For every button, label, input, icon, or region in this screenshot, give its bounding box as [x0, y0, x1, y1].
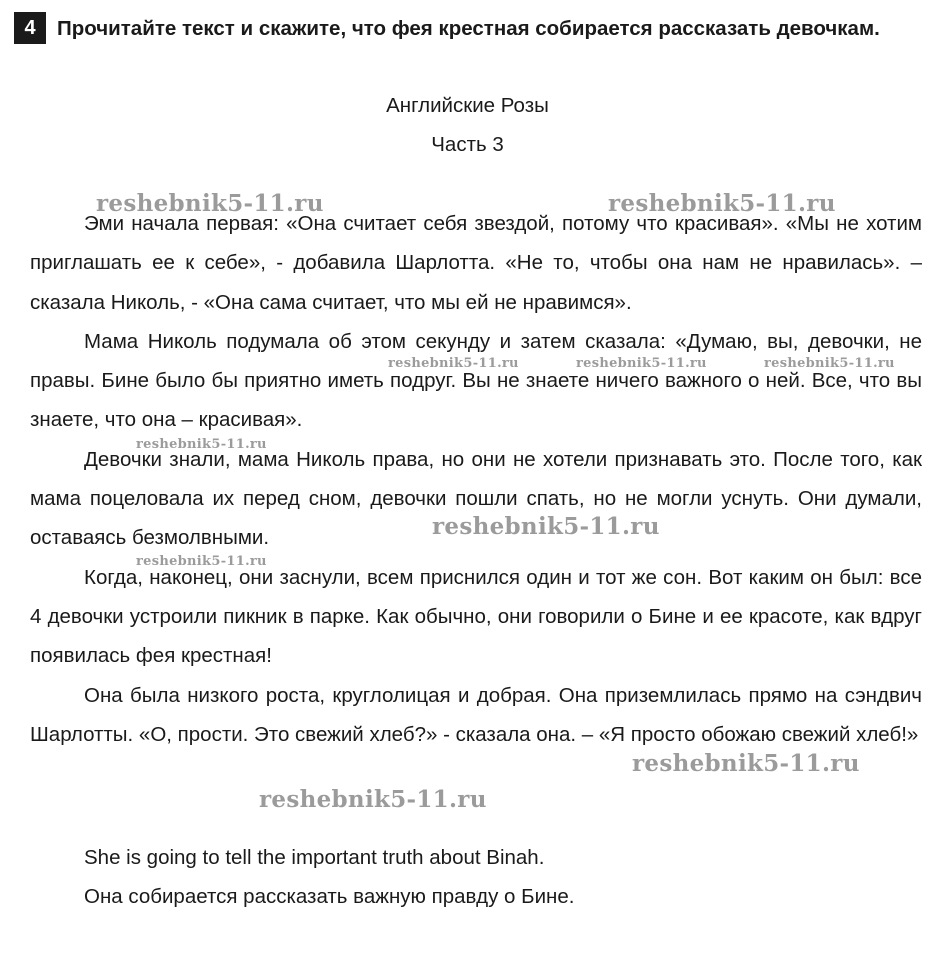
watermark: reshebnik5-11.ru — [96, 190, 324, 217]
watermark: reshebnik5-11.ru — [259, 786, 487, 813]
story-text — [30, 204, 922, 754]
story-paragraph: Когда, наконец, они заснули, всем приснился один и тот же сон. Вот каким он был: все 4 девочки устроили пикник в парке. Как обычно, они говорили о Бине и ее красоте, как вдруг появилась фея крестная! — [30, 565, 922, 668]
story-part: Часть 3 — [431, 133, 504, 156]
watermark: reshebnik5-11.ru — [576, 356, 707, 371]
answer-english: She is going to tell the important truth about Binah. — [84, 846, 545, 869]
story-paragraph: Девочки знали, мама Николь права, но они не хотели признавать это. После того, как мама поцеловала их перед сном, девочки пошли спать, но не могли уснуть. Они думали, оставаясь безмолвными. — [30, 447, 922, 550]
story-paragraph: Эми начала первая: «Она считает себя звездой, потому что красивая». «Мы не хотим приглашать ее к себе», - добавила Шарлотта. «Не то, чтобы она нам не нравилась». – сказала Николь, - «Она сама считает, что мы ей не нравимся». — [30, 212, 922, 314]
watermark: reshebnik5-11.ru — [432, 513, 660, 540]
story-title: Английские Розы — [386, 94, 549, 117]
watermark: reshebnik5-11.ru — [136, 437, 267, 452]
task-instruction: Прочитайте текст и скажите, что фея крестная собирается рассказать девочкам. — [57, 17, 880, 40]
story-paragraph: Мама Николь подумала об этом секунду и затем сказала: «Думаю, вы, девочки, не правы. Бине было бы приятно иметь подруг. Вы не знаете ничего важного о ней. Все, что вы знаете, что она – красивая». — [30, 329, 922, 432]
story-paragraph: Она была низкого роста, круглолицая и добрая. Она приземлилась прямо на сэндвич Шарлотты. «О, прости. Это свежий хлеб?» - сказала она. – «Я просто обожаю свежий хлеб!» — [30, 683, 922, 746]
watermark: reshebnik5-11.ru — [632, 750, 860, 777]
watermark: reshebnik5-11.ru — [608, 190, 836, 217]
watermark: reshebnik5-11.ru — [388, 356, 519, 371]
answer-russian: Она собирается рассказать важную правду о Бине. — [84, 885, 575, 908]
watermark: reshebnik5-11.ru — [136, 554, 267, 569]
task-number-badge: 4 — [14, 12, 46, 44]
watermark: reshebnik5-11.ru — [764, 356, 895, 371]
